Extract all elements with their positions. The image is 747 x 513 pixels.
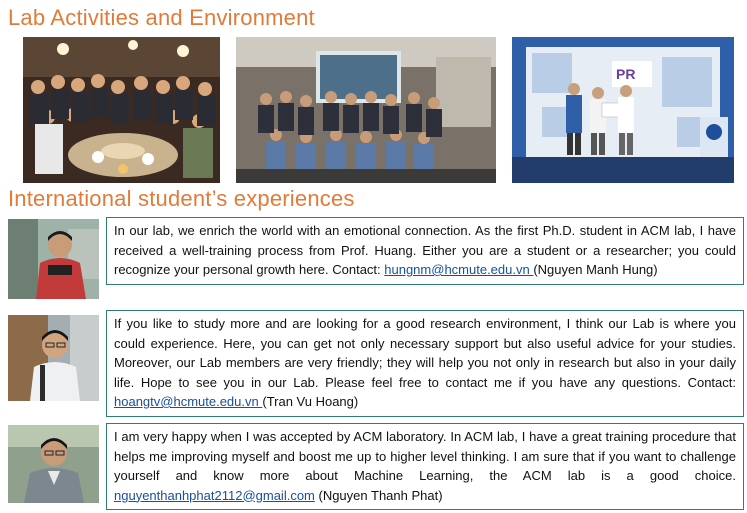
testimonial-author: (Nguyen Manh Hung) [533, 262, 658, 277]
lab-party-photo [23, 37, 220, 183]
testimonial-text: In our lab, we enrich the world with an emotional connection. As the first Ph.D. student in ACM lab, I have received a well-training process from Prof. Huang. Either you are a student or a researcher; you could recognize your personal growth here. Contact: [114, 223, 736, 277]
student-photo-tran-vu-hoang [8, 315, 99, 401]
contact-email-link[interactable]: hoangtv@hcmute.edu.vn [114, 394, 263, 409]
contact-email-link[interactable]: nguyenthanhphat2112@gmail.com [114, 487, 315, 503]
contact-email-link[interactable]: hungnm@hcmute.edu.vn [384, 262, 534, 277]
lab-classroom-group-photo [236, 37, 496, 183]
lab-award-ceremony-photo [512, 37, 734, 183]
student-photo-nguyen-thanh-phat [8, 425, 99, 503]
section-heading-student-experiences: International student’s experiences [8, 186, 355, 211]
student-photo-nguyen-manh-hung [8, 219, 99, 299]
testimonial-author: (Tran Vu Hoang) [262, 394, 359, 409]
svg-text:PR: PR [616, 66, 636, 82]
testimonial-text: If you like to study more and are looking for a good research environment, I think our Lab is where you could experience. Here, you can get not only necessary support but also useful advice for your studies. Moreover, our Lab members are very friendly; they will help you not only in research but also in your daily life. Hope to see you in our Lab. Please feel free to contact me if you have any questions. Contact: [114, 316, 736, 390]
testimonial-card-nguyen-thanh-phat [106, 423, 744, 510]
testimonial-card-tran-vu-hoang [106, 310, 744, 417]
testimonial-author: (Nguyen Thanh Phat) [314, 487, 443, 503]
testimonial-text: I am very happy when I was accepted by ACM laboratory. In ACM lab, I have a great training procedure that helps me improving myself and boost me up to higher level thinking. I am sure that if you want to challenge yourself and know more about Machine Learning, the ACM lab is a good choice. [114, 429, 736, 483]
testimonial-card-nguyen-manh-hung [106, 217, 744, 285]
section-heading-lab-activities: Lab Activities and Environment [8, 5, 315, 30]
